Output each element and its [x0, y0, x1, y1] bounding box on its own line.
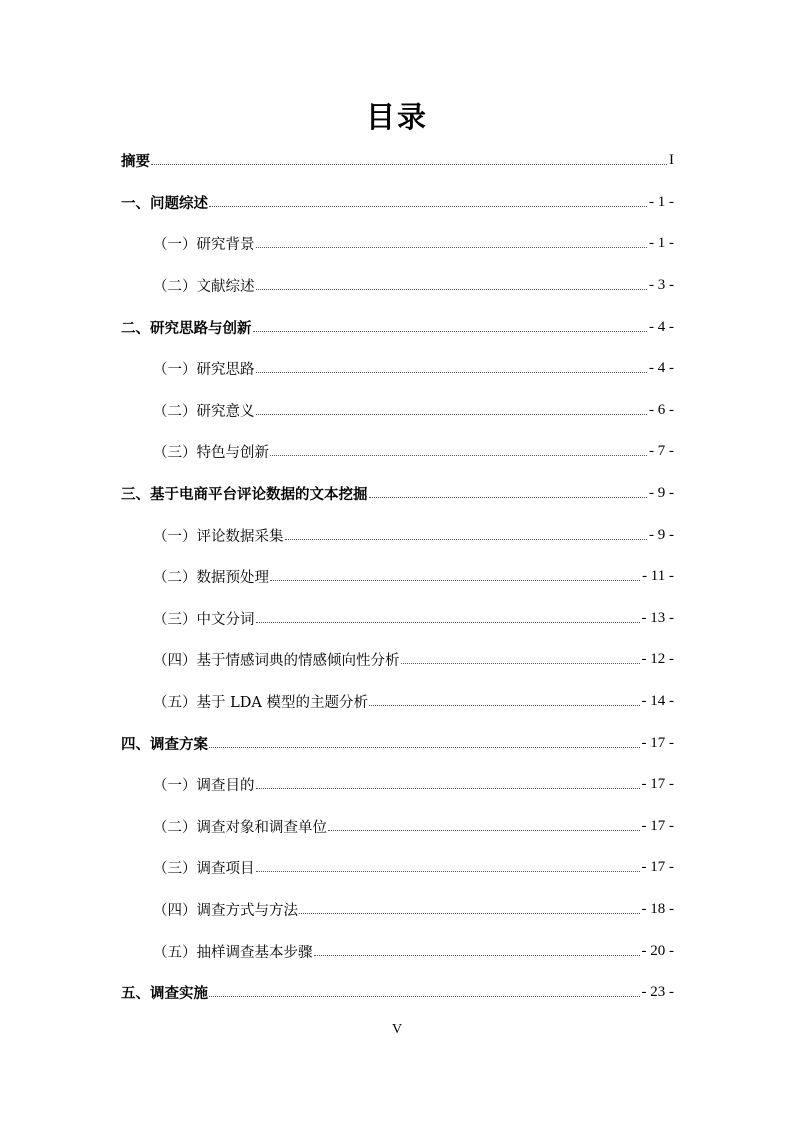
toc-section-entry[interactable] — [121, 639, 674, 681]
dot-leader — [151, 164, 667, 165]
toc-entry-label: （五）抽样调查基本步骤 — [153, 944, 313, 961]
dot-leader — [253, 331, 648, 332]
toc-section-entry[interactable] — [121, 556, 674, 598]
dot-leader — [328, 830, 640, 831]
toc-section-entry[interactable] — [121, 806, 674, 848]
toc-entry-page: - 6 - — [649, 401, 674, 418]
dot-leader — [256, 622, 640, 623]
dot-leader — [209, 747, 640, 748]
toc-entry-page: - 13 - — [641, 609, 674, 626]
toc-entry-page: - 18 - — [641, 900, 674, 917]
toc-entry-label: 二、研究思路与创新 — [121, 320, 252, 337]
toc-section-entry[interactable] — [121, 681, 674, 723]
toc-entry-page: - 7 - — [649, 443, 674, 460]
toc-entry-page: - 3 - — [649, 277, 674, 294]
dot-leader — [314, 955, 640, 956]
dot-leader — [209, 206, 647, 207]
dot-leader — [256, 247, 648, 248]
toc-section-entry[interactable] — [121, 889, 674, 931]
toc-section-entry[interactable] — [121, 930, 674, 972]
toc-entry-label: （二）调查对象和调查单位 — [153, 819, 327, 836]
toc-entry-label: （三）特色与创新 — [153, 445, 269, 462]
toc-entry-label: （三）中文分词 — [153, 611, 255, 628]
toc-entry-label: （一）调查目的 — [153, 778, 255, 795]
toc-chapter-entry[interactable] — [121, 473, 674, 515]
dot-leader — [209, 996, 640, 997]
toc-entry-label: （二）数据预处理 — [153, 570, 269, 587]
toc-chapter-entry[interactable] — [121, 182, 674, 224]
dot-leader — [299, 913, 640, 914]
table-of-contents — [121, 140, 674, 1013]
page-title: 目录 — [365, 100, 428, 134]
toc-section-entry[interactable] — [121, 764, 674, 806]
toc-entry-label: （二）研究意义 — [153, 403, 255, 420]
toc-section-entry[interactable] — [121, 223, 674, 265]
toc-entry-page: I — [669, 152, 674, 169]
toc-entry-label: （一）研究背景 — [153, 237, 255, 254]
toc-section-entry[interactable] — [121, 514, 674, 556]
toc-entry-label: （三）调查项目 — [153, 861, 255, 878]
dot-leader — [256, 414, 648, 415]
toc-entry-page: - 1 - — [649, 235, 674, 252]
toc-entry-label: （四）基于情感词典的情感倾向性分析 — [153, 653, 400, 670]
toc-entry-page: - 20 - — [641, 942, 674, 959]
toc-entry-label: 五、调查实施 — [121, 986, 208, 1003]
dot-leader — [270, 580, 640, 581]
toc-entry-label: （一）评论数据采集 — [153, 528, 284, 545]
toc-entry-label: 三、基于电商平台评论数据的文本挖掘 — [121, 487, 368, 504]
toc-entry-page: - 9 - — [649, 485, 674, 502]
toc-entry-page: - 9 - — [649, 526, 674, 543]
toc-section-entry[interactable] — [121, 390, 674, 432]
dot-leader — [270, 455, 647, 456]
toc-entry-page: - 4 - — [649, 318, 674, 335]
toc-entry-label: （五）基于 LDA 模型的主题分析 — [153, 695, 368, 712]
toc-entry-page: - 1 - — [649, 193, 674, 210]
dot-leader — [256, 289, 648, 290]
toc-section-entry[interactable] — [121, 348, 674, 390]
toc-chapter-entry[interactable] — [121, 140, 674, 182]
toc-entry-page: - 11 - — [642, 568, 674, 585]
toc-entry-page: - 17 - — [641, 776, 674, 793]
toc-section-entry[interactable] — [121, 265, 674, 307]
toc-entry-page: - 14 - — [641, 693, 674, 710]
dot-leader — [256, 372, 648, 373]
toc-entry-page: - 17 - — [641, 817, 674, 834]
dot-leader — [256, 871, 640, 872]
toc-entry-label: （一）研究思路 — [153, 362, 255, 379]
dot-leader — [285, 539, 648, 540]
page-number: V — [391, 1022, 403, 1037]
toc-entry-label: （四）调查方式与方法 — [153, 902, 298, 919]
dot-leader — [369, 497, 648, 498]
toc-section-entry[interactable] — [121, 431, 674, 473]
toc-entry-label: 摘要 — [121, 154, 150, 171]
toc-entry-page: - 23 - — [641, 984, 674, 1001]
dot-leader — [369, 705, 640, 706]
toc-entry-page: - 12 - — [641, 651, 674, 668]
toc-section-entry[interactable] — [121, 847, 674, 889]
toc-entry-label: （二）文献综述 — [153, 279, 255, 296]
dot-leader — [256, 788, 640, 789]
toc-section-entry[interactable] — [121, 598, 674, 640]
toc-chapter-entry[interactable] — [121, 972, 674, 1014]
toc-entry-page: - 4 - — [649, 360, 674, 377]
toc-entry-label: 一、问题综述 — [121, 195, 208, 212]
toc-chapter-entry[interactable] — [121, 722, 674, 764]
dot-leader — [401, 663, 640, 664]
toc-entry-label: 四、调查方案 — [121, 736, 208, 753]
toc-entry-page: - 17 - — [641, 734, 674, 751]
toc-chapter-entry[interactable] — [121, 306, 674, 348]
toc-entry-page: - 17 - — [641, 859, 674, 876]
